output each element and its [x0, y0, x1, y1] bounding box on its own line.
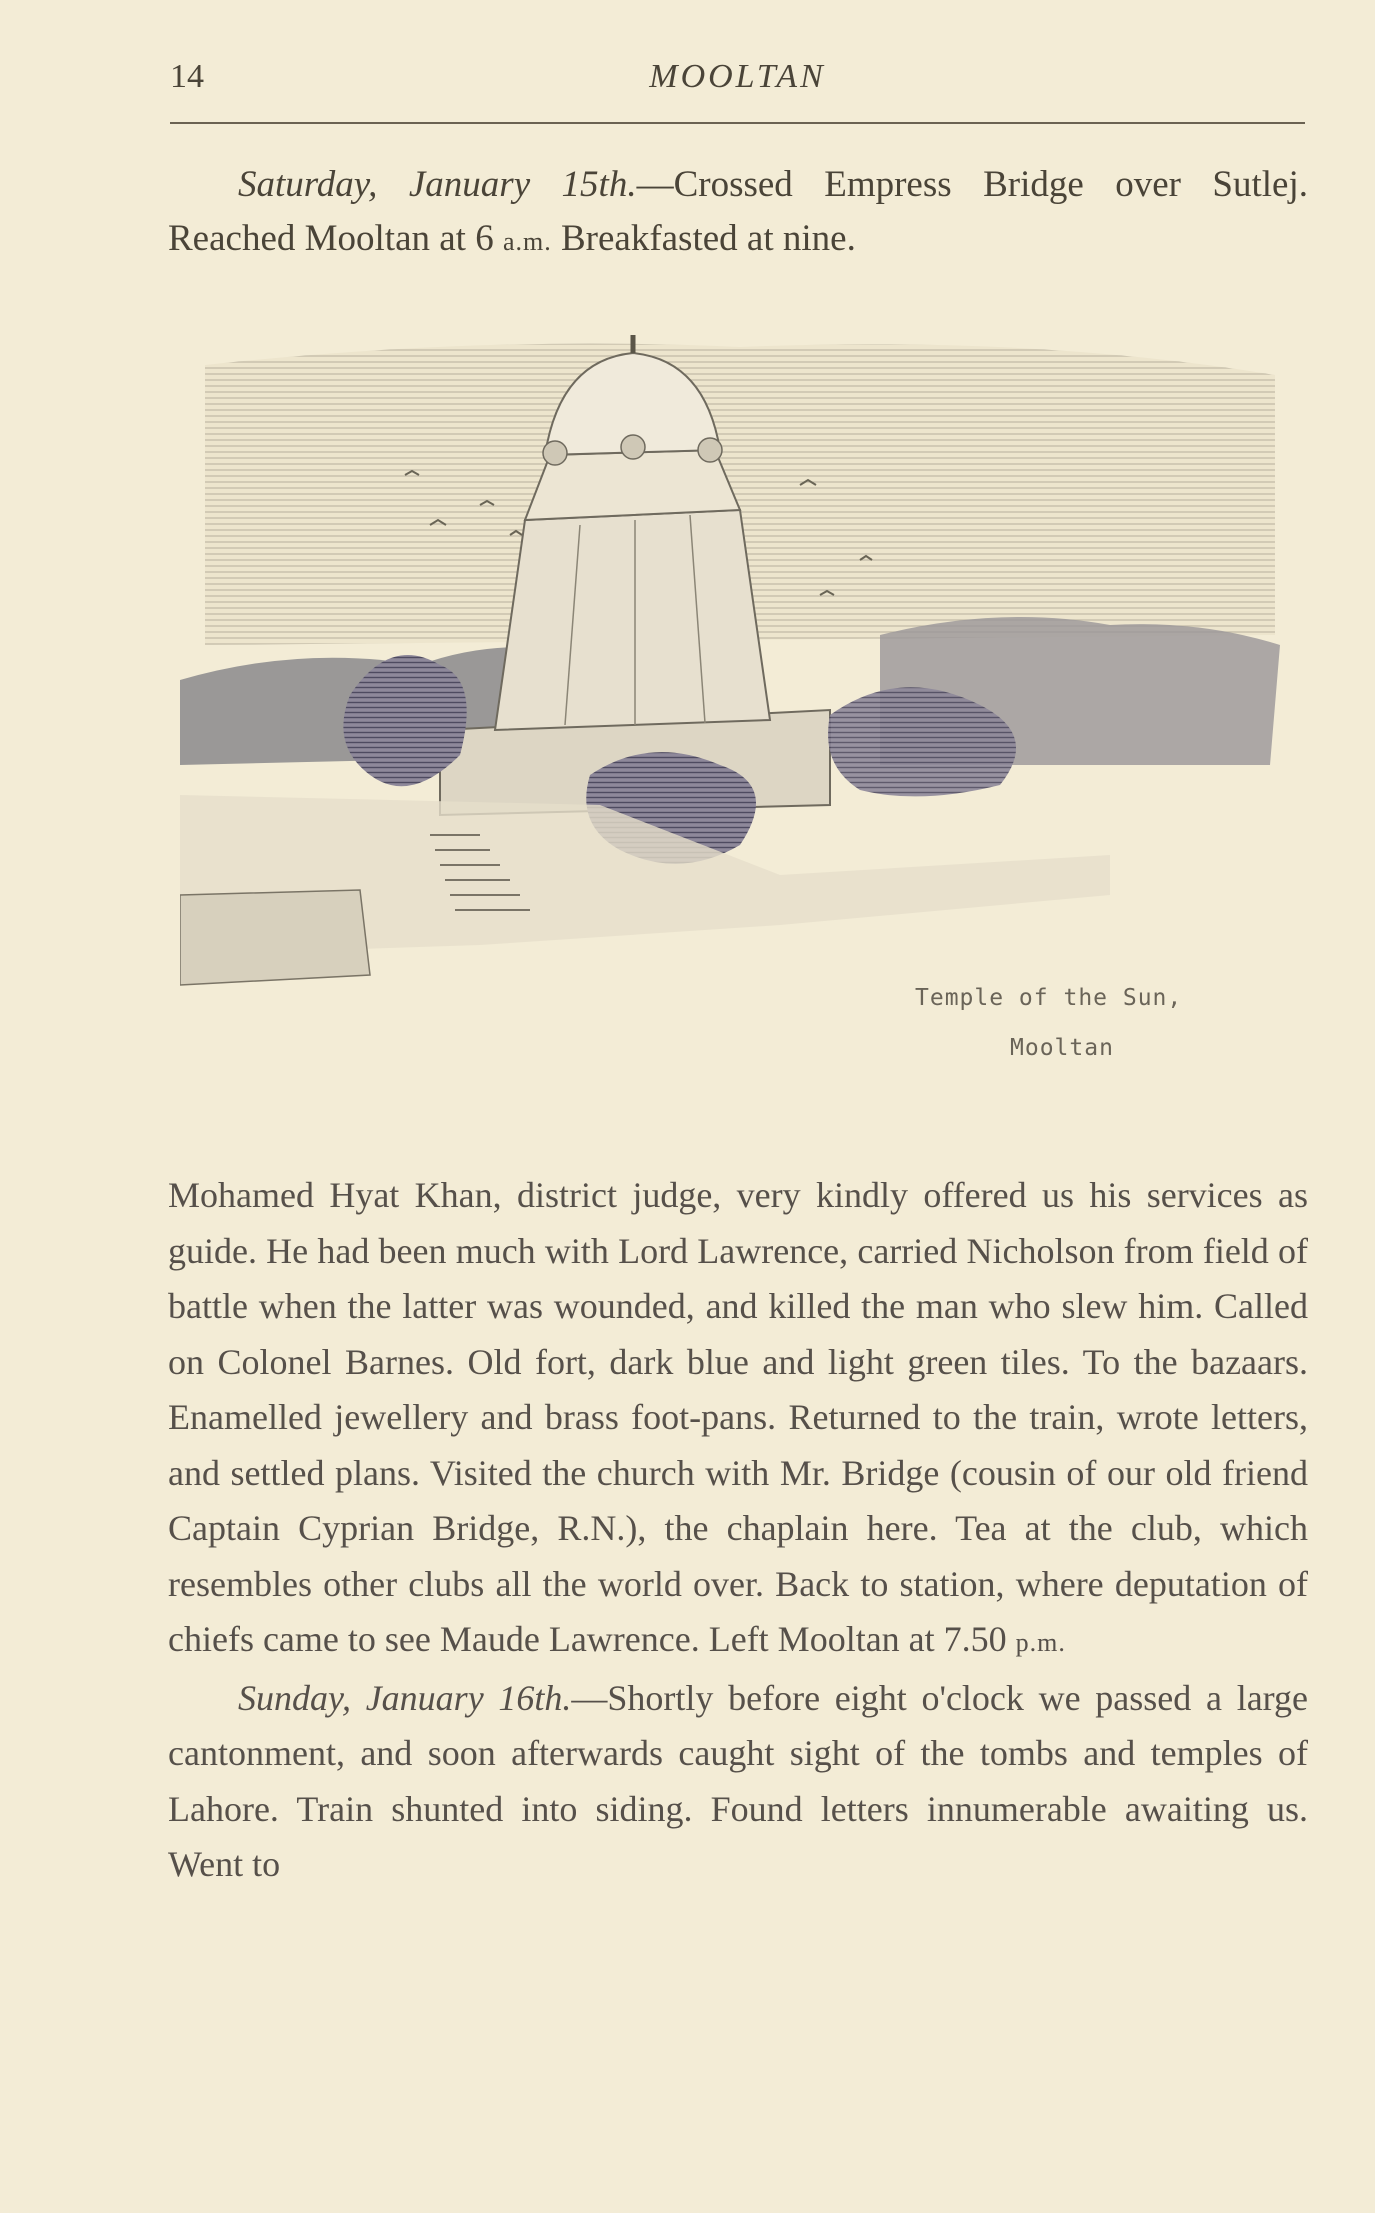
- entry-date: Sunday, January 16th.: [238, 1677, 572, 1718]
- entry-text: —Crossed Empress Bridge over Sutlej. Reached Mooltan at 6: [168, 164, 1308, 259]
- entry-text: Breakfasted at nine.: [551, 217, 856, 259]
- entry-saturday: [168, 158, 1308, 268]
- paragraph-text: Mohamed Hyat Khan, district judge, very kindly offered us his services as guide. He had been much with Lord Lawrence, carried Nicholson from field of battle when the latter was wounded, and killed the man who slew him. Called on Colonel Barnes. Old fort, dark blue and light green tiles. To the bazaars. Enamelled jewellery and brass foot-pans. Returned to the train, wrote letters, and settled plans. Visited the church with Mr. Bridge (cousin of our old friend Captain Cyprian Bridge, R.N.), the chaplain here. Tea at the club, which resembles other clubs all the world over. Back to station, where deputation of chiefs came to see Maude Lawrence. Left Mooltan at 7.50: [168, 1175, 1308, 1659]
- entry-date: Saturday, January 15th.: [238, 164, 637, 205]
- engraving-figure: [180, 335, 1290, 1125]
- time-abbrev: p.m.: [1015, 1628, 1066, 1657]
- continuation-paragraph: [168, 1168, 1308, 1671]
- running-title: MOOLTAN: [649, 58, 826, 95]
- page-header: [170, 58, 1305, 108]
- figure-caption-line-2: Mooltan: [1010, 1035, 1114, 1061]
- header-rule: [170, 122, 1305, 124]
- body-text-block: [168, 1168, 1308, 1893]
- entry-text: —Shortly before eight o'clock we passed a large cantonment, and soon afterwards caught sight of the tombs and temples of Lahore. Train shunted into siding. Found letters innumerable awaiting us. Went to: [168, 1677, 1308, 1884]
- time-abbrev: a.m.: [502, 226, 552, 256]
- entry-sunday: [168, 1671, 1308, 1893]
- page-number: 14: [170, 58, 204, 95]
- figure-caption-line-1: Temple of the Sun,: [915, 985, 1183, 1011]
